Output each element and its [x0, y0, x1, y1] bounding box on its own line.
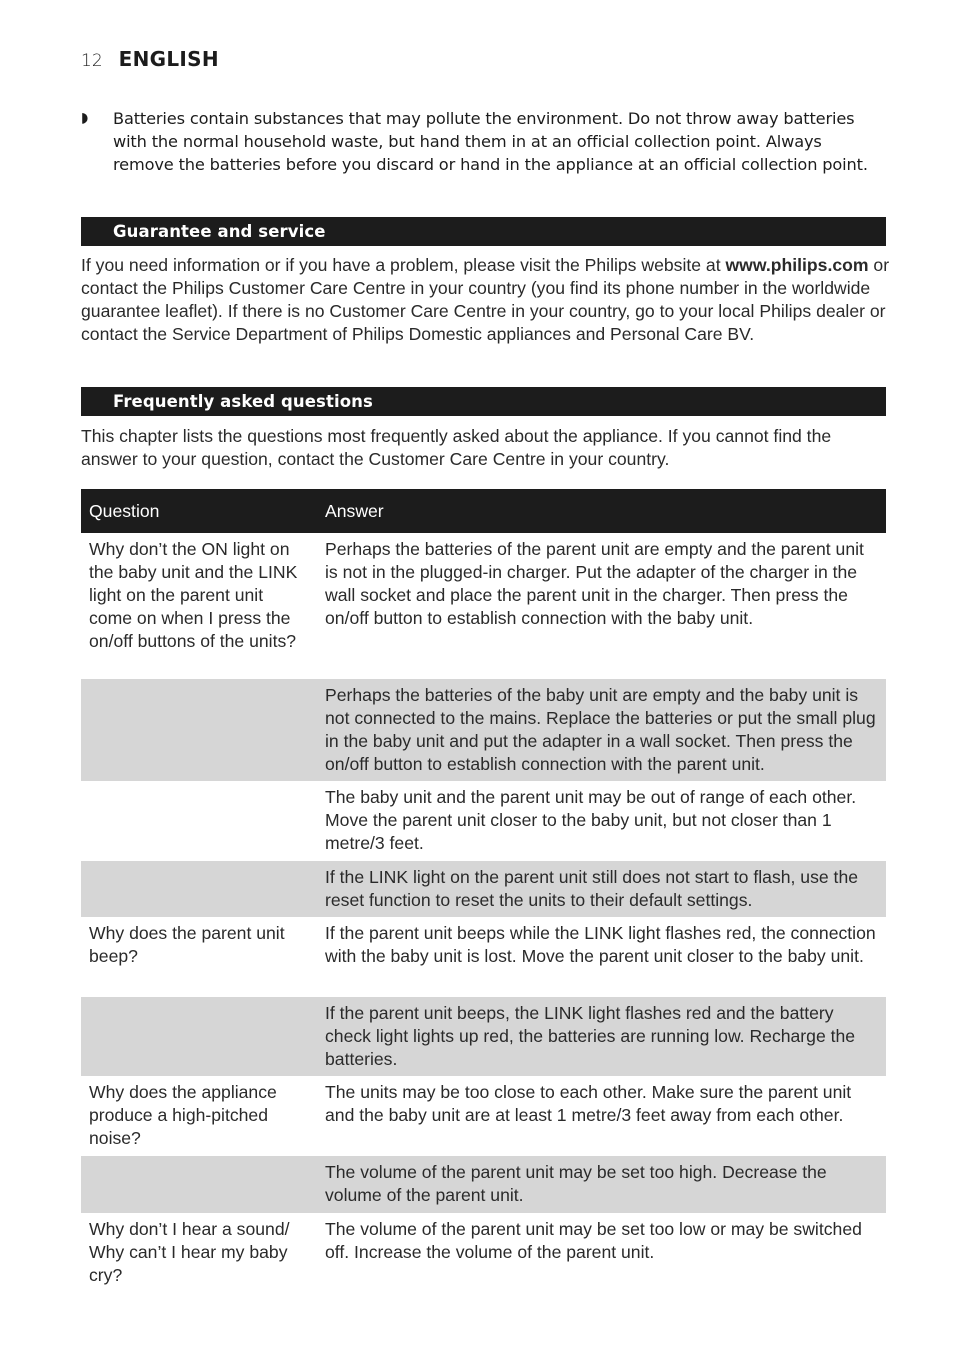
guarantee-text-after: or contact the Philips Customer Care Centre in your country (you find its phone number in the worldwide guarantee leaflet). If there is no Customer Care Centre in your country, go to your local Philips dealer or contact the Service Department of Philips Domestic appliances and Personal Care BV.: [81, 255, 890, 344]
question-cell: [81, 997, 317, 1076]
faq-intro: This chapter lists the questions most frequently asked about the appliance. If you cannot find the answer to your question, contact the Customer Care Centre in your country.: [81, 426, 832, 469]
table-row: [81, 679, 886, 781]
question-cell: [81, 861, 317, 917]
question-cell: [81, 679, 317, 781]
battery-disposal-note: [81, 107, 886, 176]
page-header: [81, 47, 219, 75]
answer-cell: Perhaps the batteries of the parent unit are empty and the parent unit is not in the plugged-in charger. Put the adapter of the charger in the wall socket and place the parent unit in the charger. Then press the on/off button to establish connection with the baby unit.: [325, 539, 864, 628]
faq-table-header: [81, 489, 886, 533]
answer-cell: Perhaps the batteries of the baby unit are empty and the baby unit is not connected to the mains. Replace the batteries or put the small plug in the baby unit and put the adapter in a wall socket. Then press the on/off button to establish connection with the parent unit.: [325, 685, 876, 774]
table-row: [81, 917, 886, 997]
table-row: [81, 533, 886, 679]
answer-cell: The baby unit and the parent unit may be out of range of each other. Move the parent unit closer to the baby unit, but not closer than 1 metre/3 feet.: [325, 787, 857, 853]
battery-disposal-text: Batteries contain substances that may pollute the environment. Do not throw away batteries with the normal household waste, but hand them in at an official collection point. Always remove the batteries before you discard or hand in the appliance at an official collection point.: [113, 109, 868, 174]
question-cell: Why don’t the ON light on the baby unit and the LINK light on the parent unit come on when I press the on/off buttons of the units?: [89, 539, 298, 651]
answer-cell: If the LINK light on the parent unit still does not start to flash, use the reset function to reset the units to their default settings.: [325, 867, 859, 910]
question-column-header: Question: [89, 500, 160, 521]
answer-column-header: Answer: [325, 500, 384, 521]
bullet-marker-icon: ◗: [81, 110, 89, 126]
table-row: [81, 1076, 886, 1156]
philips-website-link[interactable]: www.philips.com: [725, 255, 869, 275]
faq-table: [81, 489, 886, 1293]
table-row: [81, 997, 886, 1076]
question-cell: [81, 781, 317, 861]
table-row: [81, 861, 886, 917]
table-row: [81, 1156, 886, 1213]
language-heading: ENGLISH: [118, 47, 219, 71]
page-number: 12: [81, 51, 103, 71]
guarantee-text-before: If you need information or if you have a problem, please visit the Philips website at: [81, 255, 726, 275]
answer-cell: The volume of the parent unit may be set too low or may be switched off. Increase the volume of the parent unit.: [325, 1219, 862, 1262]
question-cell: Why does the appliance produce a high-pitched noise?: [89, 1082, 277, 1148]
question-cell: Why don’t I hear a sound/ Why can’t I hear my baby cry?: [89, 1219, 290, 1285]
faq-section-title: Frequently asked questions: [113, 392, 373, 411]
answer-cell: The volume of the parent unit may be set too high. Decrease the volume of the parent unit.: [325, 1162, 827, 1205]
question-cell: Why does the parent unit beep?: [89, 923, 285, 966]
faq-section-heading: [81, 387, 886, 416]
guarantee-paragraph: [81, 254, 891, 346]
answer-cell: The units may be too close to each other. Make sure the parent unit and the baby unit are at least 1 metre/3 feet away from each other.: [325, 1082, 852, 1125]
table-row: [81, 781, 886, 861]
question-cell: [81, 1156, 317, 1213]
table-row: [81, 1213, 886, 1293]
answer-cell: If the parent unit beeps while the LINK light flashes red, the connection with the baby unit is lost. Move the parent unit closer to the baby unit.: [325, 923, 876, 966]
answer-cell: If the parent unit beeps, the LINK light flashes red and the battery check light lights up red, the batteries are running low. Recharge the batteries.: [325, 1003, 856, 1069]
guarantee-section-title: Guarantee and service: [113, 222, 326, 241]
guarantee-section-heading: [81, 217, 886, 246]
